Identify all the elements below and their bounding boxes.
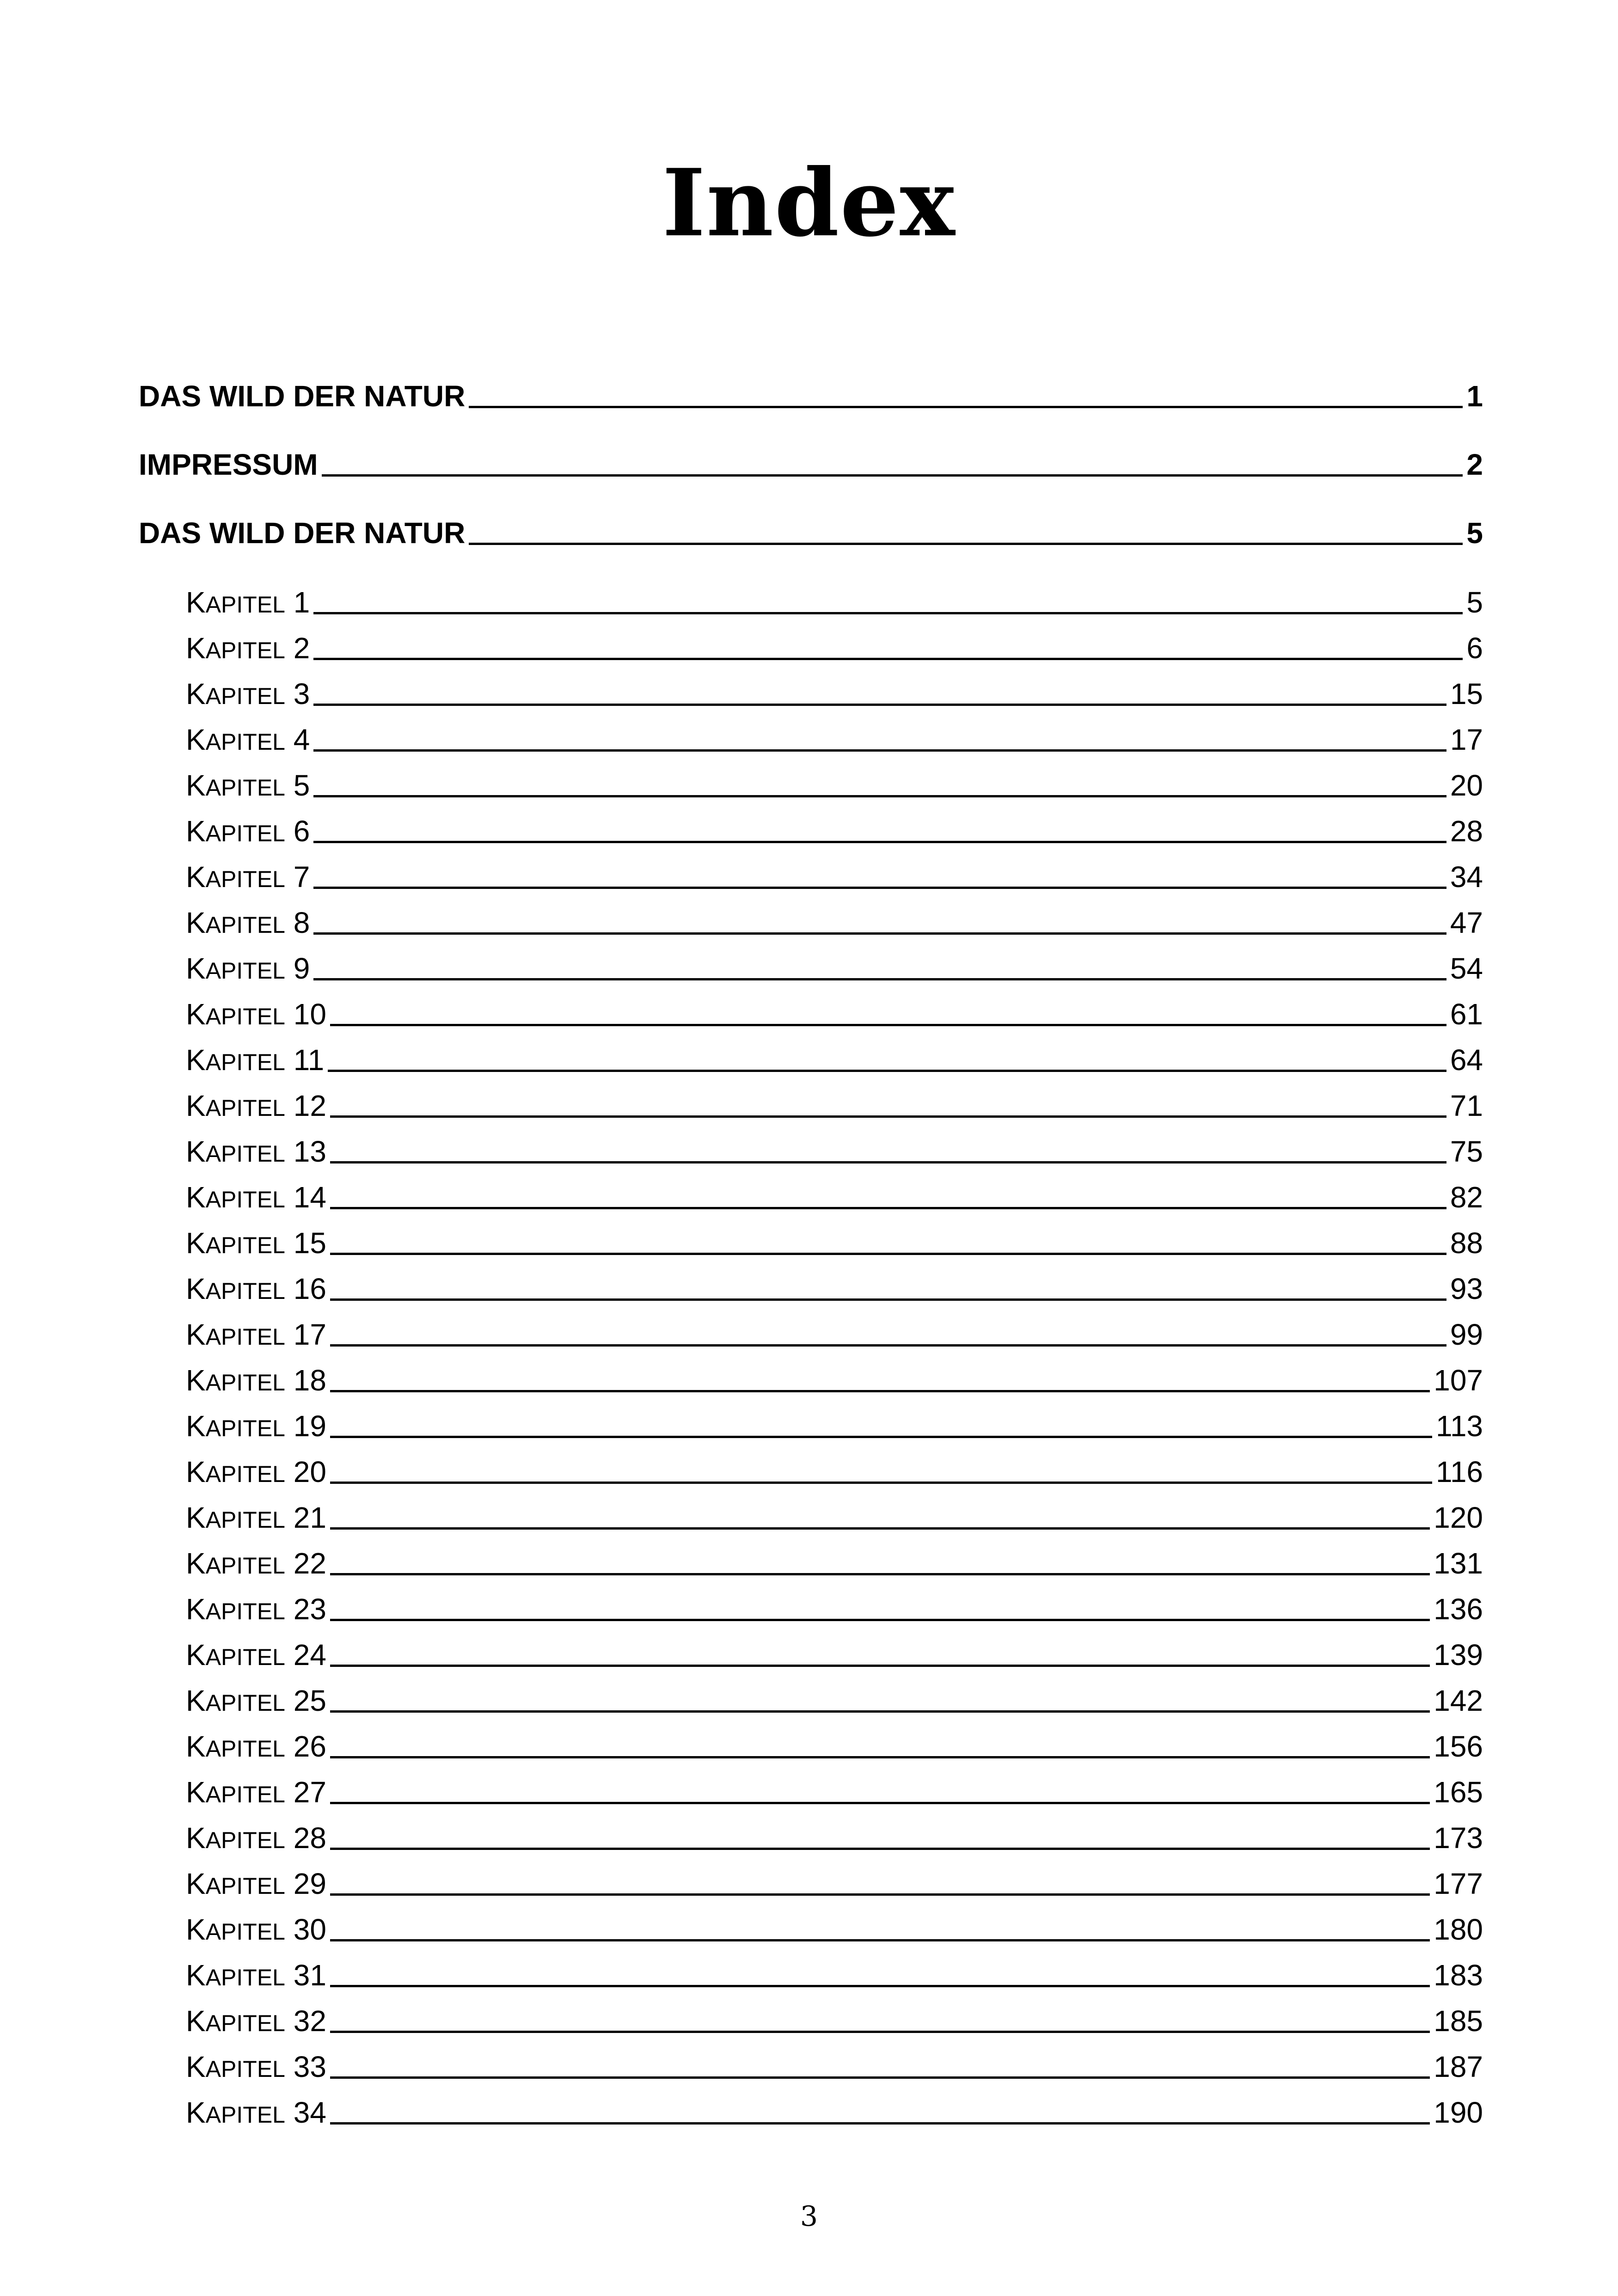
- toc-leader-line: [330, 1665, 1430, 1667]
- chapter-prefix-initial: K: [186, 952, 206, 985]
- chapter-prefix-rest: APITEL: [205, 1415, 285, 1441]
- toc-chapter-page: 185: [1434, 2004, 1483, 2038]
- toc-leader-line: [330, 2031, 1430, 2033]
- toc-chapter-page: 187: [1434, 2050, 1483, 2083]
- toc-entry-label: DAS WILD DER NATUR: [139, 516, 466, 550]
- toc-chapter-page: 75: [1450, 1135, 1483, 1168]
- toc-chapter-label: [186, 1729, 326, 1763]
- toc-chapter-entry[interactable]: [186, 1317, 1483, 1354]
- chapter-prefix-initial: K: [186, 906, 206, 939]
- chapter-number: 12: [293, 1089, 326, 1122]
- toc-chapter-label: [186, 2004, 326, 2038]
- chapter-prefix-initial: K: [186, 1135, 206, 1168]
- chapter-number: 23: [293, 1592, 326, 1626]
- toc-leader-line: [330, 1802, 1430, 1804]
- toc-chapter-page: 156: [1434, 1730, 1483, 1763]
- chapter-prefix-initial: K: [186, 1684, 206, 1717]
- chapter-number: 18: [293, 1364, 326, 1397]
- toc-chapter-entry[interactable]: [186, 814, 1483, 851]
- toc-leader-line: [322, 474, 1463, 477]
- toc-chapter-label: [186, 860, 310, 894]
- chapter-prefix-initial: K: [186, 677, 206, 710]
- toc-chapter-page: 5: [1466, 586, 1483, 619]
- toc-chapter-label: [186, 1272, 326, 1306]
- toc-chapter-label: [186, 2095, 326, 2130]
- toc-chapter-label: [186, 631, 310, 665]
- toc-leader-line: [330, 1482, 1432, 1484]
- toc-leader-line: [313, 887, 1446, 889]
- chapter-prefix-rest: APITEL: [205, 1004, 285, 1029]
- chapter-prefix-initial: K: [186, 1501, 206, 1534]
- chapter-number: 11: [293, 1043, 325, 1077]
- chapter-number: 9: [293, 952, 310, 985]
- toc-chapter-label: [186, 906, 310, 940]
- chapter-number: 33: [293, 2050, 326, 2083]
- toc-chapter-label: [186, 1363, 326, 1397]
- toc-chapter-page: 177: [1434, 1867, 1483, 1900]
- chapter-prefix-initial: K: [186, 2050, 206, 2083]
- toc-chapter-entry[interactable]: [186, 2050, 1483, 2087]
- toc-chapter-entry[interactable]: [186, 1134, 1483, 1171]
- chapter-number: 27: [293, 1776, 326, 1809]
- toc-chapter-page: 17: [1450, 723, 1483, 756]
- toc-chapter-page: 165: [1434, 1776, 1483, 1809]
- chapter-prefix-rest: APITEL: [205, 1965, 285, 1990]
- chapter-prefix-rest: APITEL: [205, 1690, 285, 1716]
- toc-chapter-entry[interactable]: [186, 951, 1483, 988]
- chapter-number: 26: [293, 1730, 326, 1763]
- toc-leader-line: [330, 1893, 1430, 1896]
- chapter-prefix-rest: APITEL: [205, 1187, 285, 1212]
- chapter-number: 17: [293, 1318, 326, 1351]
- chapter-prefix-rest: APITEL: [205, 1370, 285, 1396]
- toc-chapter-entry[interactable]: [186, 1363, 1483, 1400]
- toc-chapter-page: 99: [1450, 1318, 1483, 1351]
- page-number: 3: [800, 2200, 818, 2233]
- chapter-number: 20: [293, 1455, 326, 1488]
- chapter-prefix-rest: APITEL: [205, 820, 285, 846]
- chapter-prefix-rest: APITEL: [205, 683, 285, 709]
- toc-chapter-entry[interactable]: [186, 997, 1483, 1034]
- toc-chapter-label: [186, 951, 310, 986]
- toc-chapter-page: 136: [1434, 1592, 1483, 1626]
- chapter-number: 1: [293, 586, 310, 619]
- chapter-prefix-rest: APITEL: [205, 1873, 285, 1899]
- toc-chapter-label: [186, 1912, 326, 1947]
- chapter-prefix-rest: APITEL: [205, 2102, 285, 2128]
- toc-leader-line: [330, 1024, 1446, 1026]
- chapter-prefix-initial: K: [186, 2004, 206, 2038]
- toc-leader-line: [330, 1939, 1430, 1941]
- chapter-prefix-rest: APITEL: [205, 958, 285, 984]
- chapter-prefix-initial: K: [186, 998, 206, 1031]
- chapter-prefix-rest: APITEL: [205, 1644, 285, 1670]
- toc-chapter-entry[interactable]: [186, 1043, 1483, 1080]
- toc-entry-label: DAS WILD DER NATUR: [139, 380, 466, 413]
- toc-chapter-label: [186, 1775, 326, 1809]
- toc-chapter-page: 116: [1435, 1455, 1483, 1488]
- toc-chapter-label: [186, 1089, 326, 1123]
- toc-chapter-entry[interactable]: [186, 2004, 1483, 2041]
- toc-leader-line: [330, 1161, 1446, 1163]
- chapter-number: 15: [293, 1226, 326, 1260]
- toc-chapter-label: [186, 1180, 326, 1214]
- toc-chapter-label: [186, 1455, 326, 1489]
- chapter-number: 31: [293, 1959, 326, 1992]
- chapter-prefix-rest: APITEL: [205, 637, 285, 663]
- chapter-prefix-initial: K: [186, 723, 206, 756]
- toc-leader-line: [330, 1344, 1446, 1347]
- toc-leader-line: [330, 1115, 1446, 1118]
- toc-chapter-label: [186, 1638, 326, 1672]
- chapter-number: 34: [293, 2096, 326, 2129]
- toc-leader-line: [313, 932, 1446, 935]
- toc-leader-line: [330, 2076, 1430, 2079]
- toc-chapter-page: 82: [1450, 1181, 1483, 1214]
- toc-leader-line: [469, 406, 1463, 408]
- chapter-prefix-rest: APITEL: [205, 775, 285, 801]
- toc-leader-line: [330, 1298, 1446, 1301]
- toc-chapter-entry[interactable]: [186, 1912, 1483, 1949]
- chapter-prefix-initial: K: [186, 1547, 206, 1580]
- chapter-number: 22: [293, 1547, 326, 1580]
- chapter-prefix-initial: K: [186, 814, 206, 848]
- chapter-prefix-initial: K: [186, 1821, 206, 1855]
- toc-leader-line: [330, 1756, 1430, 1758]
- chapter-number: 3: [293, 677, 310, 710]
- toc-chapter-entry[interactable]: [186, 1272, 1483, 1309]
- chapter-prefix-rest: APITEL: [205, 1232, 285, 1258]
- chapter-prefix-rest: APITEL: [205, 2056, 285, 2082]
- toc-chapter-entry[interactable]: [186, 1500, 1483, 1537]
- toc-leader-line: [313, 612, 1463, 614]
- chapter-prefix-initial: K: [186, 1226, 206, 1260]
- chapter-prefix-initial: K: [186, 1089, 206, 1122]
- toc-chapter-page: 173: [1434, 1821, 1483, 1855]
- toc-chapter-page: 180: [1434, 1913, 1483, 1946]
- chapter-prefix-rest: APITEL: [205, 1782, 285, 1807]
- toc-leader-line: [330, 2122, 1430, 2125]
- chapter-prefix-rest: APITEL: [205, 1278, 285, 1304]
- chapter-prefix-rest: APITEL: [205, 2010, 285, 2036]
- chapter-prefix-initial: K: [186, 1592, 206, 1626]
- toc-chapter-entry[interactable]: [186, 1180, 1483, 1217]
- toc-chapter-label: [186, 1317, 326, 1352]
- toc-chapter-page: 142: [1434, 1684, 1483, 1717]
- toc-leader-line: [313, 795, 1446, 797]
- chapter-number: 29: [293, 1867, 326, 1900]
- toc-chapter-page: 190: [1434, 2096, 1483, 2129]
- chapter-number: 6: [293, 814, 310, 848]
- toc-chapter-entry[interactable]: [186, 2095, 1483, 2132]
- toc-chapter-page: 71: [1450, 1089, 1483, 1122]
- toc-chapter-page: 88: [1450, 1226, 1483, 1260]
- toc-leader-line: [330, 1207, 1446, 1209]
- chapter-prefix-initial: K: [186, 769, 206, 802]
- toc-chapter-entry[interactable]: [186, 1638, 1483, 1675]
- chapter-number: 8: [293, 906, 310, 939]
- chapter-prefix-initial: K: [186, 1272, 206, 1305]
- toc-chapter-label: [186, 1500, 326, 1535]
- chapter-prefix-initial: K: [186, 2096, 206, 2129]
- toc-chapter-label: [186, 1546, 326, 1580]
- toc-chapter-entry[interactable]: [186, 1089, 1483, 1126]
- chapter-prefix-initial: K: [186, 1638, 206, 1671]
- toc-chapter-page: 47: [1450, 906, 1483, 939]
- toc-chapter-label: [186, 1043, 324, 1077]
- toc-chapter-page: 131: [1434, 1547, 1483, 1580]
- toc-leader-line: [313, 658, 1463, 660]
- toc-leader-line: [313, 978, 1446, 980]
- chapter-prefix-rest: APITEL: [205, 592, 285, 618]
- toc-main-entry[interactable]: [139, 447, 1483, 484]
- toc-leader-line: [330, 1390, 1430, 1392]
- chapter-prefix-initial: K: [186, 631, 206, 665]
- chapter-number: 4: [293, 723, 310, 756]
- toc-chapter-entry[interactable]: [186, 677, 1483, 714]
- chapter-prefix-initial: K: [186, 1867, 206, 1900]
- chapter-prefix-initial: K: [186, 1776, 206, 1809]
- toc-main-entry[interactable]: [139, 516, 1483, 553]
- toc-chapter-page: 15: [1450, 677, 1483, 710]
- toc-leader-line: [313, 749, 1446, 752]
- toc-chapter-entry[interactable]: [186, 1409, 1483, 1446]
- chapter-prefix-initial: K: [186, 1364, 206, 1397]
- toc-chapter-label: [186, 1684, 326, 1718]
- chapter-prefix-initial: K: [186, 586, 206, 619]
- toc-chapter-page: 120: [1434, 1501, 1483, 1534]
- toc-leader-line: [330, 1985, 1430, 1987]
- toc-chapter-page: 34: [1450, 860, 1483, 894]
- toc-leader-line: [469, 543, 1463, 545]
- toc-leader-line: [330, 1848, 1430, 1850]
- page-title: Index: [662, 149, 956, 257]
- toc-leader-line: [313, 704, 1446, 706]
- toc-leader-line: [330, 1619, 1430, 1621]
- chapter-prefix-rest: APITEL: [205, 1461, 285, 1487]
- toc-chapter-entry[interactable]: [186, 1729, 1483, 1766]
- toc-chapter-page: 107: [1434, 1364, 1483, 1397]
- toc-main-entry[interactable]: [139, 379, 1483, 416]
- chapter-number: 7: [293, 860, 310, 894]
- chapter-prefix-rest: APITEL: [205, 1141, 285, 1167]
- toc-chapter-label: [186, 1409, 326, 1443]
- toc-chapter-entry[interactable]: [186, 1684, 1483, 1720]
- toc-leader-line: [330, 1527, 1430, 1530]
- chapter-number: 16: [293, 1272, 326, 1305]
- toc-leader-line: [330, 1573, 1430, 1575]
- toc-leader-line: [313, 841, 1446, 843]
- toc-chapter-label: [186, 768, 310, 802]
- toc-chapter-page: 28: [1450, 814, 1483, 848]
- toc-chapter-label: [186, 997, 326, 1031]
- toc-chapter-label: [186, 814, 310, 848]
- chapter-prefix-initial: K: [186, 1318, 206, 1351]
- chapter-number: 14: [293, 1181, 326, 1214]
- toc-chapter-label: [186, 1821, 326, 1855]
- chapter-prefix-initial: K: [186, 1181, 206, 1214]
- toc-chapter-entry[interactable]: [186, 1592, 1483, 1629]
- toc-entry-page: 1: [1466, 380, 1483, 413]
- toc-chapter-entry[interactable]: [186, 1455, 1483, 1492]
- toc-chapter-label: [186, 1592, 326, 1626]
- chapter-prefix-rest: APITEL: [205, 912, 285, 938]
- toc-leader-line: [330, 1253, 1446, 1255]
- chapter-prefix-initial: K: [186, 1409, 206, 1443]
- toc-chapter-entry[interactable]: [186, 722, 1483, 759]
- chapter-prefix-initial: K: [186, 1913, 206, 1946]
- toc-chapter-page: 93: [1450, 1272, 1483, 1305]
- toc-chapter-page: 139: [1434, 1638, 1483, 1671]
- toc-chapter-label: [186, 677, 310, 711]
- chapter-prefix-initial: K: [186, 1959, 206, 1992]
- chapter-number: 24: [293, 1638, 326, 1671]
- toc-leader-line: [330, 1710, 1430, 1713]
- chapter-prefix-rest: APITEL: [205, 1095, 285, 1121]
- toc-chapter-entry[interactable]: [186, 1775, 1483, 1812]
- chapter-number: 30: [293, 1913, 326, 1946]
- chapter-number: 28: [293, 1821, 326, 1855]
- toc-chapter-label: [186, 1958, 326, 1992]
- toc-entry-page: 2: [1466, 448, 1483, 481]
- chapter-prefix-initial: K: [186, 1455, 206, 1488]
- chapter-number: 25: [293, 1684, 326, 1717]
- toc-chapter-page: 113: [1435, 1409, 1483, 1443]
- chapter-number: 13: [293, 1135, 326, 1168]
- toc-chapter-page: 64: [1450, 1043, 1483, 1077]
- toc-entry-label: IMPRESSUM: [139, 448, 318, 481]
- chapter-number: 32: [293, 2004, 326, 2038]
- chapter-number: 5: [293, 769, 310, 802]
- chapter-number: 2: [293, 631, 310, 665]
- toc-chapter-entry[interactable]: [186, 860, 1483, 897]
- chapter-prefix-rest: APITEL: [205, 1507, 285, 1533]
- toc-chapter-entry[interactable]: [186, 585, 1483, 622]
- toc-chapter-label: [186, 2050, 326, 2084]
- toc-chapter-entry[interactable]: [186, 906, 1483, 943]
- toc-chapter-label: [186, 1134, 326, 1169]
- toc-leader-line: [330, 1436, 1432, 1438]
- toc-entry-page: 5: [1466, 516, 1483, 550]
- toc-chapter-entry[interactable]: [186, 768, 1483, 805]
- chapter-prefix-rest: APITEL: [205, 729, 285, 755]
- chapter-prefix-rest: APITEL: [205, 1049, 285, 1075]
- chapter-prefix-rest: APITEL: [205, 1736, 285, 1762]
- chapter-prefix-rest: APITEL: [205, 1919, 285, 1945]
- chapter-prefix-initial: K: [186, 1730, 206, 1763]
- toc-chapter-entry[interactable]: [186, 1226, 1483, 1263]
- toc-chapter-entry[interactable]: [186, 631, 1483, 668]
- toc-chapter-page: 20: [1450, 769, 1483, 802]
- chapter-prefix-rest: APITEL: [205, 1553, 285, 1579]
- chapter-prefix-rest: APITEL: [205, 1827, 285, 1853]
- toc-chapter-label: [186, 1867, 326, 1901]
- chapter-number: 19: [293, 1409, 326, 1443]
- chapter-prefix-rest: APITEL: [205, 1598, 285, 1624]
- chapter-prefix-initial: K: [186, 860, 206, 894]
- chapter-prefix-rest: APITEL: [205, 866, 285, 892]
- toc-chapter-label: [186, 1226, 326, 1260]
- toc-chapter-entry[interactable]: [186, 1958, 1483, 1995]
- chapter-prefix-rest: APITEL: [205, 1324, 285, 1350]
- toc-chapter-entry[interactable]: [186, 1867, 1483, 1904]
- toc-chapter-label: [186, 585, 310, 619]
- toc-chapter-page: 6: [1466, 631, 1483, 665]
- toc-chapter-page: 183: [1434, 1959, 1483, 1992]
- chapter-prefix-initial: K: [186, 1043, 206, 1077]
- toc-chapter-entry[interactable]: [186, 1546, 1483, 1583]
- toc-leader-line: [328, 1070, 1446, 1072]
- chapter-number: 21: [293, 1501, 326, 1534]
- toc-chapter-page: 61: [1450, 998, 1483, 1031]
- toc-chapter-entry[interactable]: [186, 1821, 1483, 1858]
- toc-chapter-label: [186, 722, 310, 757]
- toc-chapter-page: 54: [1450, 952, 1483, 985]
- chapter-number: 10: [293, 998, 326, 1031]
